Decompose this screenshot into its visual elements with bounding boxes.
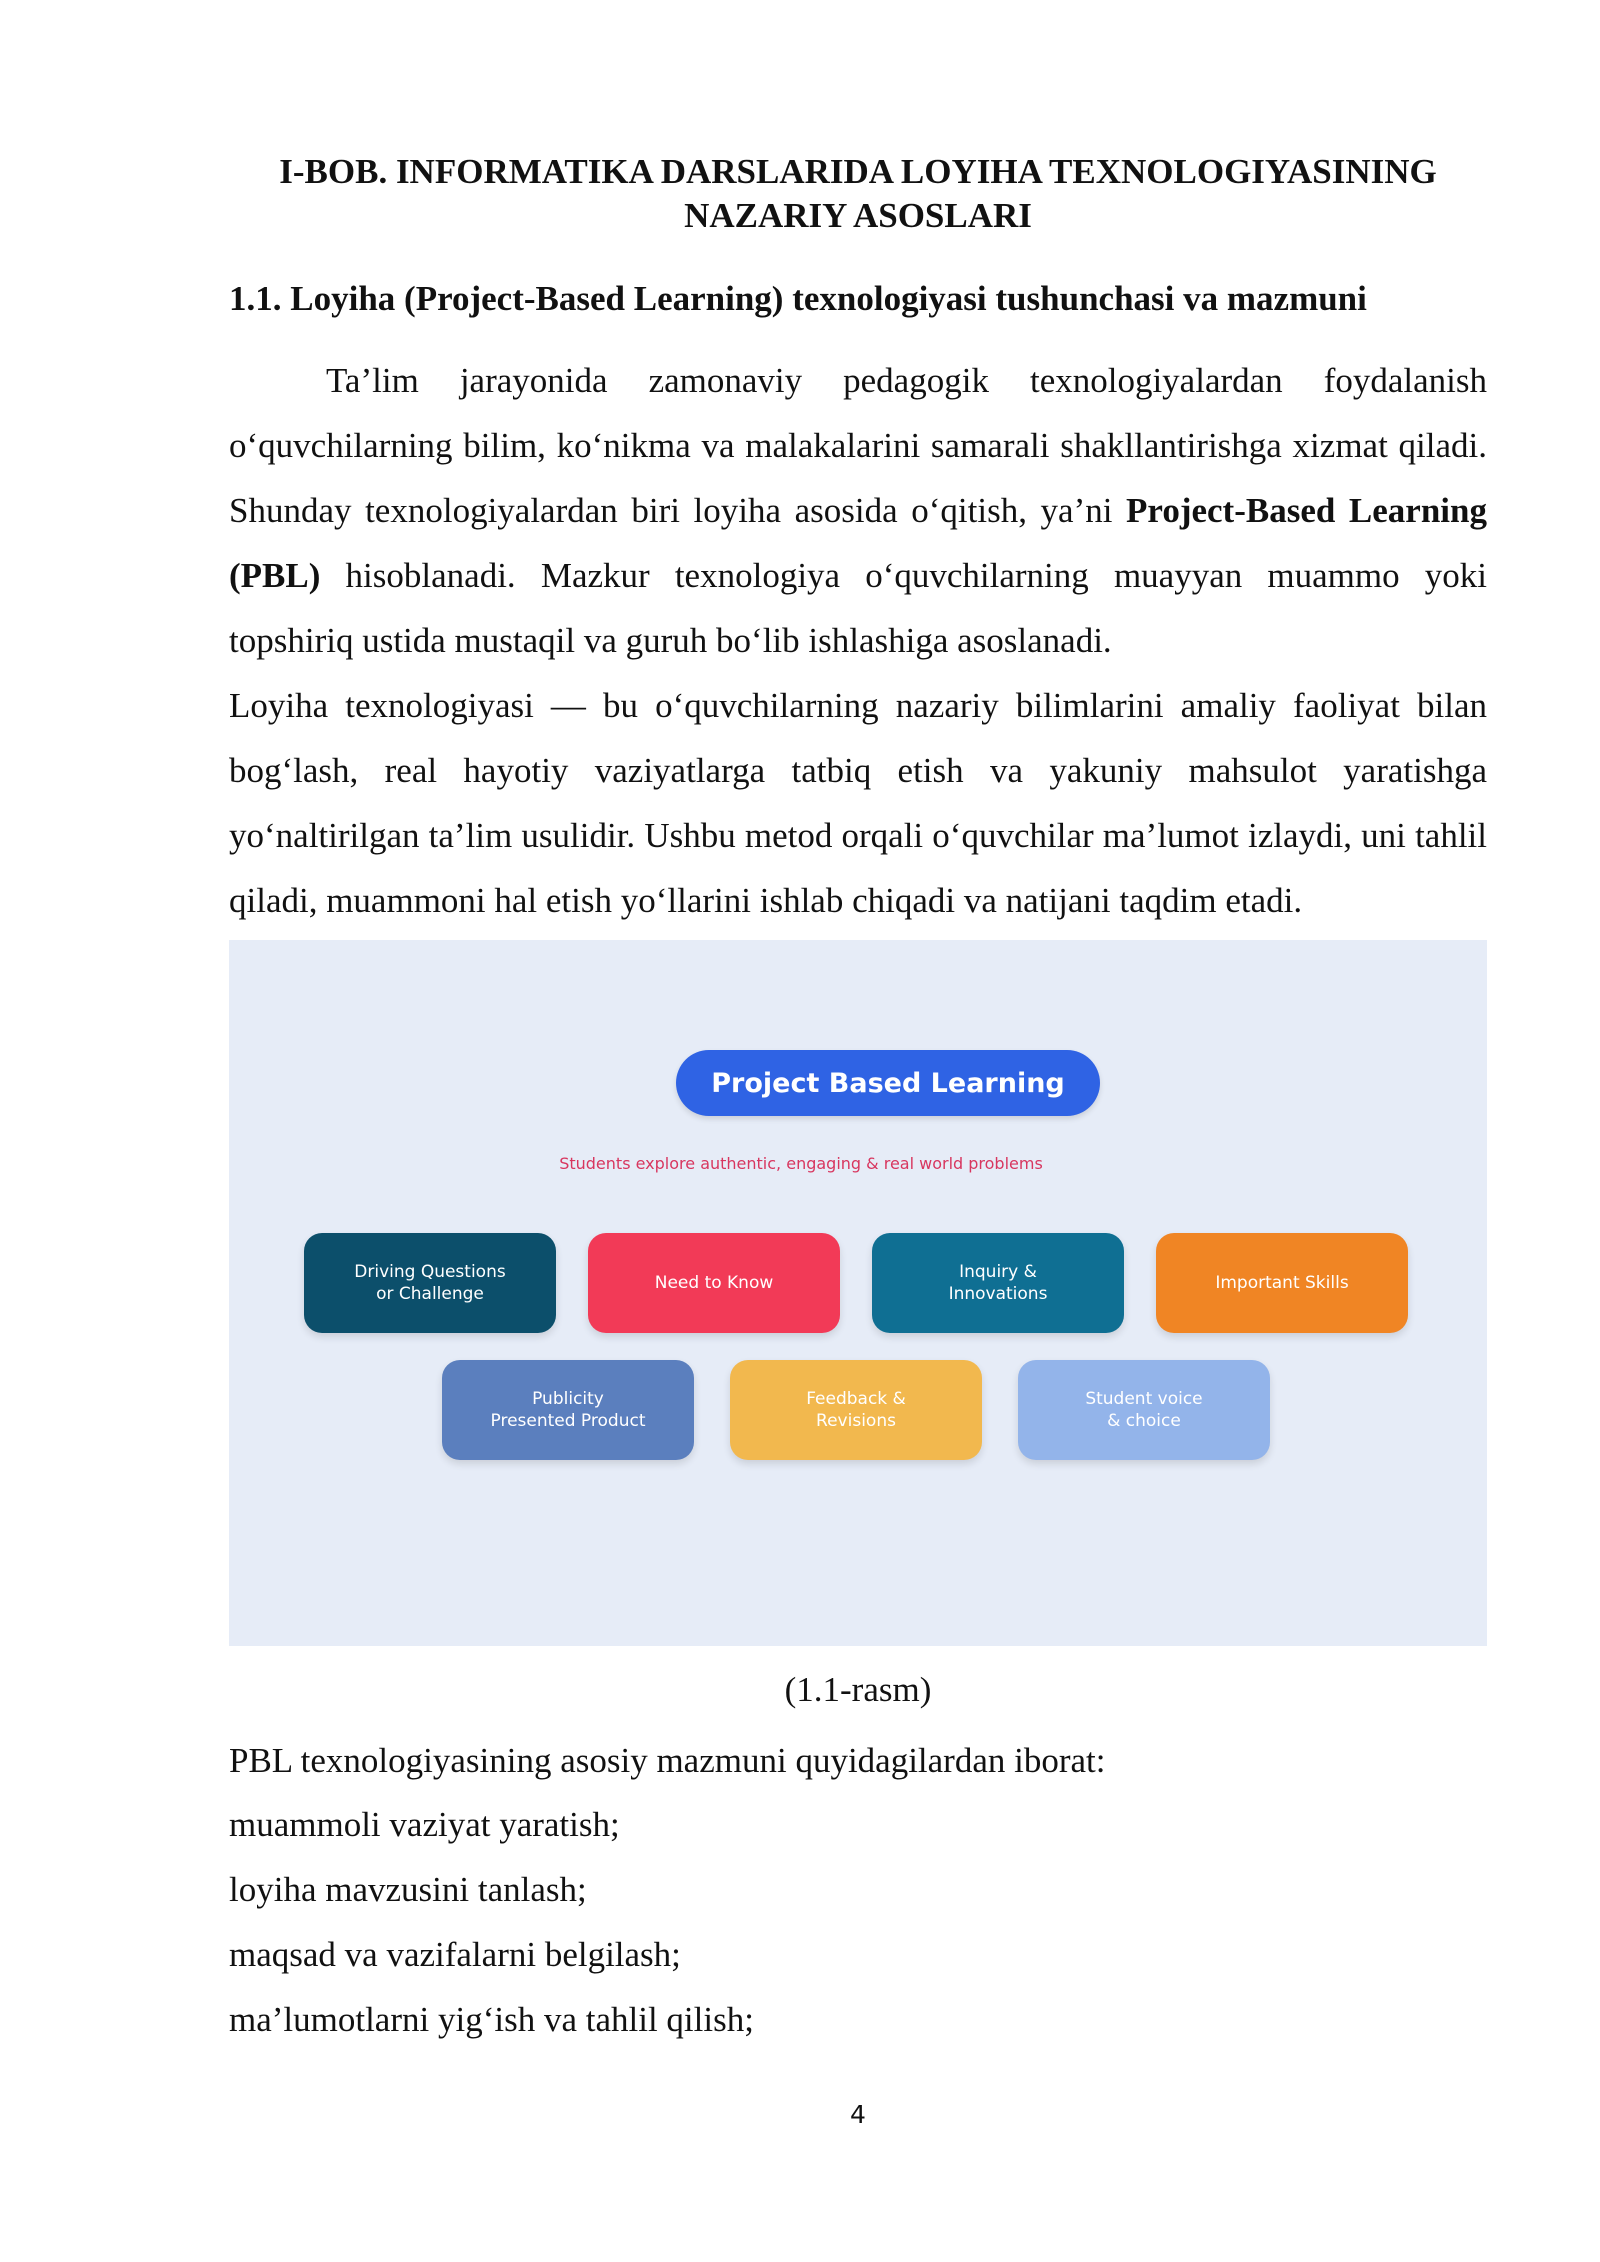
list-item: muammoli vaziyat yaratish; <box>229 1805 620 1844</box>
pbl-subtitle: Students explore authentic, engaging & real world problems <box>559 1154 1043 1173</box>
card-label: Driving Questions or Challenge <box>354 1262 506 1304</box>
paragraph-2: Loyiha texnologiyasi — bu o‘quvchilarning nazariy bilimlarini amaliy faoliyat bilan bog‘lash, real hayotiy vaziyatlarga tatbiq etish va yakuniy mahsulot yaratishga yo‘naltirilgan ta’lim usulidir. Ushbu metod orqali o‘quvchilar ma’lumot izlaydi, uni tahlil qiladi, muammoni hal etish yo‘llarini ishlab chiqadi va natijani taqdim etadi. <box>229 686 1487 920</box>
pbl-figure <box>229 940 1487 1646</box>
card-label: Need to Know <box>654 1273 774 1293</box>
card-student-voice <box>1018 1360 1270 1460</box>
card-important-skills <box>1156 1233 1408 1333</box>
section-title: 1.1. Loyiha (Project-Based Learning) texnologiyasi tushunchasi va mazmuni <box>229 279 1367 318</box>
paragraph-1-bold-term: Project-Based Learning (PBL) <box>229 491 1487 595</box>
card-label: Inquiry & Innovations <box>948 1262 1048 1304</box>
card-label: Feedback & Revisions <box>806 1389 906 1431</box>
list-item: maqsad va vazifalarni belgilash; <box>229 1935 681 1974</box>
card-publicity <box>442 1360 694 1460</box>
card-inquiry-innovations <box>872 1233 1124 1333</box>
card-driving-questions <box>304 1233 556 1333</box>
card-need-to-know <box>588 1233 840 1333</box>
paragraph-1 <box>229 348 1487 673</box>
card-label: Important Skills <box>1215 1273 1349 1293</box>
card-feedback-revisions <box>730 1360 982 1460</box>
figure-caption: (1.1-rasm) <box>784 1670 932 1709</box>
chapter-title <box>229 150 1487 238</box>
pbl-title-pill: Project Based Learning <box>676 1050 1100 1116</box>
list-item: ma’lumotlarni yig‘ish va tahlil qilish; <box>229 2000 754 2039</box>
chapter-title-line1: I-BOB. INFORMATIKA DARSLARIDA LOYIHA TEXNOLOGIYASINING <box>279 152 1437 191</box>
chapter-title-line2: NAZARIY ASOSLARI <box>684 196 1032 235</box>
page-number: 4 <box>850 2100 866 2129</box>
card-label: Publicity Presented Product <box>490 1389 646 1431</box>
paragraph-1-part1: Ta’lim jarayonida zamonaviy pedagogik texnologiyalardan foydalanish o‘quvchilarning bilim, ko‘nikma va malakalarini samarali shakllantirishga xizmat qiladi. Shunday texnologiyalardan biri loyiha asosida o‘qitish, ya’ni <box>229 361 1487 530</box>
list-intro: PBL texnologiyasining asosiy mazmuni quyidagilardan iborat: <box>229 1741 1106 1780</box>
paragraph-1-part2: hisoblanadi. Mazkur texnologiya o‘quvchilarning muayyan muammo yoki topshiriq ustida mustaqil va guruh bo‘lib ishlashiga asoslanadi. <box>229 556 1487 660</box>
card-label: Student voice & choice <box>1085 1389 1203 1431</box>
list-item: loyiha mavzusini tanlash; <box>229 1870 587 1909</box>
